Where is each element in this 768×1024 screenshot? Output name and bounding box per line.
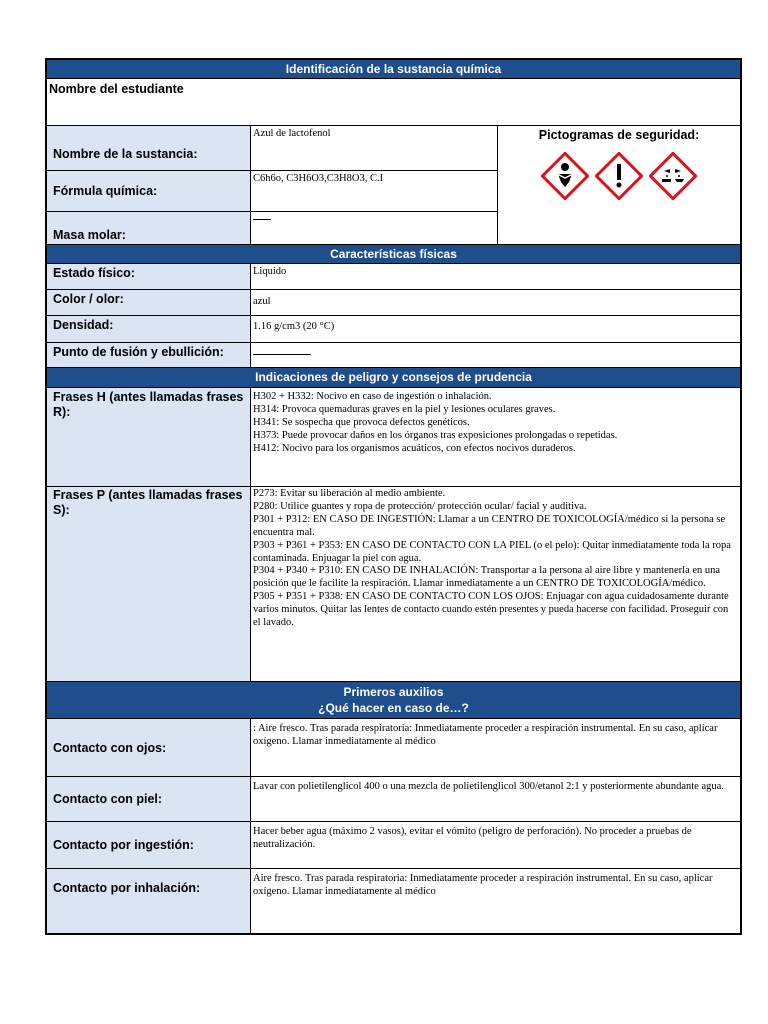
melting-boiling-value — [251, 343, 740, 367]
safety-data-sheet — [45, 58, 742, 935]
eye-contact-label: Contacto con ojos: — [47, 719, 251, 776]
substance-name-label: Nombre de la sustancia: — [47, 126, 251, 170]
physical-state-label: Estado físico: — [47, 264, 251, 289]
h-phrase: H302 + H332: Nocivo en caso de ingestión o inhalación. — [253, 391, 492, 402]
p-phrase: P301 + P312: EN CASO DE INGESTIÓN: Llamar a un CENTRO DE TOXICOLOGÍA/médico si la persona se encuentra mal. — [253, 513, 726, 538]
ingestion-contact-value: Hacer beber agua (máximo 2 vasos), evitar el vómito (peligro de perforación). No proceder a pruebas de neutralización. — [253, 826, 692, 850]
h-phrase: H314: Provoca quemaduras graves en la piel y lesiones oculares graves. — [253, 404, 556, 415]
p-phrase: P280: Utilice guantes y ropa de protección/ protección ocular/ facial y auditiva. — [253, 500, 587, 512]
first-aid-title: Primeros auxilios — [343, 685, 444, 699]
first-aid-row — [47, 777, 740, 822]
density-value: 1.16 g/cm3 (20 °C) — [253, 321, 335, 332]
exclamation-pictogram-icon — [595, 152, 643, 200]
p-phrase: P273: Evitar su liberación al medio ambiente. — [253, 488, 446, 499]
section-header-identificacion: Identificación de la sustancia química — [47, 60, 740, 79]
first-aid-row — [47, 719, 740, 777]
h-phrase: H412: Nocivo para los organismos acuáticos, con efectos nocivos duraderos. — [253, 443, 576, 454]
p-phrases-row — [47, 487, 740, 682]
molar-mass-value — [251, 212, 497, 244]
skin-contact-label: Contacto con piel: — [47, 777, 251, 821]
substance-block — [47, 126, 740, 245]
skin-contact-value: Lavar con polietilenglicol 400 o una mezcla de polietilenglicol 300/etanol 2:1 y posteriormente abundante agua. — [253, 781, 724, 792]
melting-boiling-label: Punto de fusión y ebullición: — [47, 343, 251, 367]
ingestion-contact-label: Contacto por ingestión: — [47, 822, 251, 868]
physical-row — [47, 264, 740, 290]
section-header-primeros-auxilios — [47, 682, 740, 719]
pictograms-title: Pictogramas de seguridad: — [538, 128, 700, 142]
section-header-caracteristicas: Características físicas — [47, 245, 740, 264]
inhalation-contact-value: Aire fresco. Tras parada respiratoria: Inmediatamente proceder a respiración instrumental. En su caso, aplicar oxígeno. Llamar inmediatamente al médico — [253, 873, 713, 897]
h-phrase: H373: Puede provocar daños en los órganos tras exposiciones prolongadas o repetidas. — [253, 430, 618, 441]
p-phrases-text — [251, 487, 740, 681]
eye-contact-value: : Aire fresco. Tras parada respiratoria: Inmediatamente proceder a respiración instrumental. En su caso, aplicar oxígeno. Llamar inmediatamente al médico — [253, 723, 718, 747]
color-odor-value: azul — [253, 296, 271, 307]
p-phrases-label: Frases P (antes llamadas frases S): — [47, 487, 251, 681]
h-phrases-label: Frases H (antes llamadas frases R): — [47, 388, 251, 486]
physical-row — [47, 290, 740, 316]
p-phrase: P303 + P361 + P353: EN CASO DE CONTACTO CON LA PIEL (o el pelo): Quitar inmediatamente toda la ropa contaminada. Enjuagar la piel con agua. — [253, 539, 731, 564]
formula-label: Fórmula química: — [47, 171, 251, 211]
pictograms-area — [497, 126, 740, 244]
p-phrase: P304 + P340 + P310: EN CASO DE INHALACIÓN: Transportar a la persona al aire libre y mantenerla en una posición que le facilite la respiración. Llamar inmediatamente a un CENTRO DE TOXICOLOGÍA/médico. — [253, 565, 721, 590]
student-name-row — [47, 79, 740, 126]
section-header-indicaciones: Indicaciones de peligro y consejos de prudencia — [47, 368, 740, 388]
formula-value: C6h6o, C3H6O3,C3H8O3, C.I — [253, 173, 384, 184]
p-phrase: P305 + P351 + P338: EN CASO DE CONTACTO CON LOS OJOS: Enjuagar con agua cuidadosamente durante varios minutos. Quitar las lentes de contacto cuando estén presentes y pueda hacerse con facilidad. Proseguir con el lavado. — [253, 591, 729, 629]
first-aid-row — [47, 822, 740, 869]
first-aid-subtitle: ¿Qué hacer en caso de…? — [318, 701, 469, 715]
health-hazard-pictogram-icon — [541, 152, 589, 200]
h-phrase: H341: Se sospecha que provoca defectos genéticos. — [253, 417, 470, 428]
h-phrases-text — [251, 388, 740, 486]
inhalation-contact-label: Contacto por inhalación: — [47, 869, 251, 933]
student-name-label: Nombre del estudiante — [49, 82, 184, 96]
molar-mass-label: Masa molar: — [47, 212, 251, 244]
color-odor-label: Color / olor: — [47, 290, 251, 315]
physical-row — [47, 316, 740, 343]
physical-row — [47, 343, 740, 368]
density-label: Densidad: — [47, 316, 251, 342]
h-phrases-row — [47, 388, 740, 487]
physical-state-value: Liquido — [253, 266, 287, 277]
first-aid-row — [47, 869, 740, 933]
substance-name-value: Azul de lactofenol — [253, 128, 331, 139]
corrosive-pictogram-icon — [649, 152, 697, 200]
